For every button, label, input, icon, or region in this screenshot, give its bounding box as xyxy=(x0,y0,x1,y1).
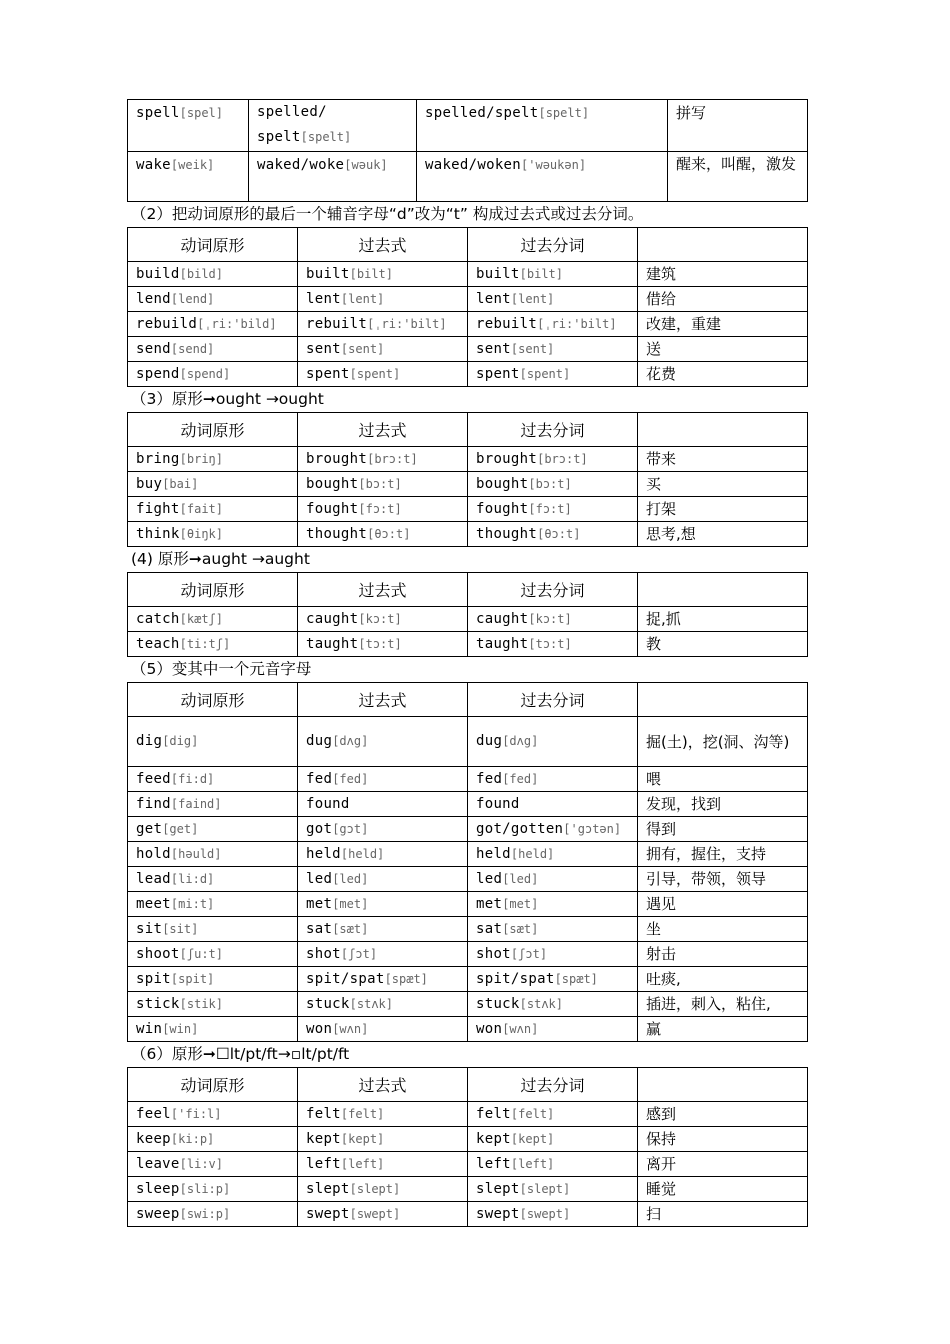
past-participle-cell: waked/woken['wəukən] xyxy=(417,152,668,202)
section-heading: (4) 原形➞aught →aught xyxy=(131,550,310,568)
column-header-base: 动词原形 xyxy=(128,573,298,607)
past-cell: waked/woke[wəuk] xyxy=(249,152,417,202)
base-form-cell: spell[spel] xyxy=(128,100,249,152)
table-row xyxy=(128,1177,808,1202)
past-cell: kept[kept] xyxy=(298,1127,468,1152)
meaning-cell: 教 xyxy=(638,632,808,657)
base-form-cell: teach[ti:tʃ] xyxy=(128,632,298,657)
past-cell: met[met] xyxy=(298,892,468,917)
base-form-cell: lend[lend] xyxy=(128,287,298,312)
verb-table xyxy=(127,412,808,547)
base-form-cell: find[faind] xyxy=(128,792,298,817)
base-form-cell: sit[sit] xyxy=(128,917,298,942)
base-form-cell: build[bild] xyxy=(128,262,298,287)
meaning-cell: 花费 xyxy=(638,362,808,387)
table-row xyxy=(128,917,808,942)
past-participle-cell: caught[kɔ:t] xyxy=(468,607,638,632)
table-row xyxy=(128,497,808,522)
column-header-base: 动词原形 xyxy=(128,1068,298,1102)
base-form-cell: win[win] xyxy=(128,1017,298,1042)
meaning-cell: 坐 xyxy=(638,917,808,942)
column-header-pp: 过去分词 xyxy=(468,573,638,607)
verb-table-top xyxy=(127,99,808,202)
past-cell: spent[spent] xyxy=(298,362,468,387)
past-cell: thought[θɔ:t] xyxy=(298,522,468,547)
past-cell: built[bilt] xyxy=(298,262,468,287)
meaning-cell: 扫 xyxy=(638,1202,808,1227)
past-cell: bought[bɔ:t] xyxy=(298,472,468,497)
section-heading: （6）原形➞☐lt/pt/ft→▫lt/pt/ft xyxy=(131,1045,350,1063)
table-header-row xyxy=(128,228,808,262)
past-cell: won[wʌn] xyxy=(298,1017,468,1042)
past-cell: sent[sent] xyxy=(298,337,468,362)
meaning-cell: 感到 xyxy=(638,1102,808,1127)
verb-table xyxy=(127,227,808,387)
table-row xyxy=(128,1152,808,1177)
table-row xyxy=(128,1127,808,1152)
column-header-past: 过去式 xyxy=(298,413,468,447)
base-form-cell: think[θiŋk] xyxy=(128,522,298,547)
base-form-cell: feel['fi:l] xyxy=(128,1102,298,1127)
base-form-cell: keep[ki:p] xyxy=(128,1127,298,1152)
base-form-cell: send[send] xyxy=(128,337,298,362)
table-row xyxy=(128,767,808,792)
past-participle-cell: got/gotten['gɔtən] xyxy=(468,817,638,842)
past-cell: fought[fɔ:t] xyxy=(298,497,468,522)
past-participle-cell: dug[dʌg] xyxy=(468,717,638,767)
base-form-cell: spit[spit] xyxy=(128,967,298,992)
past-participle-cell: swept[swept] xyxy=(468,1202,638,1227)
past-participle-cell: spelled/spelt[spelt] xyxy=(417,100,668,152)
column-header-base: 动词原形 xyxy=(128,413,298,447)
table-row xyxy=(128,867,808,892)
base-form-cell: hold[həuld] xyxy=(128,842,298,867)
meaning-cell: 思考,想 xyxy=(638,522,808,547)
table-row xyxy=(128,792,808,817)
column-header-base: 动词原形 xyxy=(128,228,298,262)
column-header-past: 过去式 xyxy=(298,1068,468,1102)
past-cell: dug[dʌg] xyxy=(298,717,468,767)
past-participle-cell: found xyxy=(468,792,638,817)
verb-table xyxy=(127,1067,808,1227)
past-cell: taught[tɔ:t] xyxy=(298,632,468,657)
table-row xyxy=(128,632,808,657)
past-participle-cell: slept[slept] xyxy=(468,1177,638,1202)
verb-table xyxy=(127,572,808,657)
past-participle-cell: rebuilt[ˌri:'bilt] xyxy=(468,312,638,337)
column-header-meaning xyxy=(638,1068,808,1102)
document-page xyxy=(127,99,807,1227)
past-cell: spit/spat[spæt] xyxy=(298,967,468,992)
table-row xyxy=(128,287,808,312)
table-header-row xyxy=(128,683,808,717)
past-participle-cell: sent[sent] xyxy=(468,337,638,362)
meaning-cell: 拼写 xyxy=(668,100,808,152)
past-cell: stuck[stʌk] xyxy=(298,992,468,1017)
column-header-meaning xyxy=(638,683,808,717)
past-participle-cell: met[met] xyxy=(468,892,638,917)
past-participle-cell: fought[fɔ:t] xyxy=(468,497,638,522)
meaning-cell: 赢 xyxy=(638,1017,808,1042)
past-participle-cell: fed[fed] xyxy=(468,767,638,792)
past-participle-cell: spent[spent] xyxy=(468,362,638,387)
column-header-pp: 过去分词 xyxy=(468,413,638,447)
meaning-cell: 发现，找到 xyxy=(638,792,808,817)
column-header-past: 过去式 xyxy=(298,228,468,262)
table-row xyxy=(128,522,808,547)
past-participle-cell: led[led] xyxy=(468,867,638,892)
past-cell: got[gɔt] xyxy=(298,817,468,842)
past-participle-cell: thought[θɔ:t] xyxy=(468,522,638,547)
table-header-row xyxy=(128,573,808,607)
past-participle-cell: won[wʌn] xyxy=(468,1017,638,1042)
past-participle-cell: stuck[stʌk] xyxy=(468,992,638,1017)
past-participle-cell: shot[ʃɔt] xyxy=(468,942,638,967)
meaning-cell: 吐痰, xyxy=(638,967,808,992)
base-form-cell: sweep[swi:p] xyxy=(128,1202,298,1227)
past-cell: caught[kɔ:t] xyxy=(298,607,468,632)
base-form-cell: sleep[sli:p] xyxy=(128,1177,298,1202)
table-row xyxy=(128,100,808,152)
meaning-cell: 送 xyxy=(638,337,808,362)
table-row xyxy=(128,1102,808,1127)
past-cell: spelled/ spelt[spelt] xyxy=(249,100,417,152)
column-header-meaning xyxy=(638,573,808,607)
table-row xyxy=(128,337,808,362)
table-row xyxy=(128,1202,808,1227)
table-header-row xyxy=(128,1068,808,1102)
section-heading: （5）变其中一个元音字母 xyxy=(131,660,312,678)
base-form-cell: get[get] xyxy=(128,817,298,842)
past-cell: brought[brɔ:t] xyxy=(298,447,468,472)
base-form-cell: feed[fi:d] xyxy=(128,767,298,792)
meaning-cell: 遇见 xyxy=(638,892,808,917)
base-form-cell: rebuild[ˌri:'bild] xyxy=(128,312,298,337)
table-row xyxy=(128,992,808,1017)
base-form-cell: buy[bai] xyxy=(128,472,298,497)
base-form-cell: shoot[ʃu:t] xyxy=(128,942,298,967)
past-cell: slept[slept] xyxy=(298,1177,468,1202)
meaning-cell: 带来 xyxy=(638,447,808,472)
table-row xyxy=(128,1017,808,1042)
meaning-cell: 拥有，握住，支持 xyxy=(638,842,808,867)
past-participle-cell: brought[brɔ:t] xyxy=(468,447,638,472)
past-cell: felt[felt] xyxy=(298,1102,468,1127)
base-form-cell: stick[stik] xyxy=(128,992,298,1017)
table-row xyxy=(128,817,808,842)
table-row xyxy=(128,262,808,287)
meaning-cell: 睡觉 xyxy=(638,1177,808,1202)
past-participle-cell: left[left] xyxy=(468,1152,638,1177)
meaning-cell: 醒来，叫醒，激发 xyxy=(668,152,808,202)
base-form-cell: meet[mi:t] xyxy=(128,892,298,917)
base-form-cell: catch[kætʃ] xyxy=(128,607,298,632)
past-cell: lent[lent] xyxy=(298,287,468,312)
past-cell: left[left] xyxy=(298,1152,468,1177)
past-cell: fed[fed] xyxy=(298,767,468,792)
meaning-cell: 喂 xyxy=(638,767,808,792)
meaning-cell: 改建，重建 xyxy=(638,312,808,337)
column-header-pp: 过去分词 xyxy=(468,228,638,262)
base-form-cell: dig[dig] xyxy=(128,717,298,767)
meaning-cell: 捉,抓 xyxy=(638,607,808,632)
column-header-past: 过去式 xyxy=(298,683,468,717)
base-form-cell: leave[li:v] xyxy=(128,1152,298,1177)
base-form-cell: fight[fait] xyxy=(128,497,298,522)
past-cell: held[held] xyxy=(298,842,468,867)
meaning-cell: 借给 xyxy=(638,287,808,312)
past-cell: led[led] xyxy=(298,867,468,892)
past-cell: shot[ʃɔt] xyxy=(298,942,468,967)
column-header-meaning xyxy=(638,413,808,447)
past-participle-cell: felt[felt] xyxy=(468,1102,638,1127)
column-header-pp: 过去分词 xyxy=(468,1068,638,1102)
past-participle-cell: built[bilt] xyxy=(468,262,638,287)
meaning-cell: 射击 xyxy=(638,942,808,967)
meaning-cell: 引导，带领，领导 xyxy=(638,867,808,892)
past-participle-cell: spit/spat[spæt] xyxy=(468,967,638,992)
table-row xyxy=(128,842,808,867)
column-header-past: 过去式 xyxy=(298,573,468,607)
section-heading: （3）原形➞ought →ought xyxy=(131,390,324,408)
table-row xyxy=(128,942,808,967)
past-participle-cell: taught[tɔ:t] xyxy=(468,632,638,657)
table-row xyxy=(128,607,808,632)
base-form-cell: wake[weik] xyxy=(128,152,249,202)
meaning-cell: 买 xyxy=(638,472,808,497)
meaning-cell: 得到 xyxy=(638,817,808,842)
past-participle-cell: sat[sæt] xyxy=(468,917,638,942)
table-header-row xyxy=(128,413,808,447)
section-heading: （2）把动词原形的最后一个辅音字母“d”改为“t” 构成过去式或过去分词。 xyxy=(131,205,644,223)
past-participle-cell: bought[bɔ:t] xyxy=(468,472,638,497)
table-row xyxy=(128,152,808,202)
past-cell: sat[sæt] xyxy=(298,917,468,942)
table-row xyxy=(128,717,808,767)
meaning-cell: 建筑 xyxy=(638,262,808,287)
table-row xyxy=(128,447,808,472)
past-participle-cell: kept[kept] xyxy=(468,1127,638,1152)
past-cell: found xyxy=(298,792,468,817)
past-participle-cell: held[held] xyxy=(468,842,638,867)
table-row xyxy=(128,967,808,992)
base-form-cell: bring[briŋ] xyxy=(128,447,298,472)
meaning-cell: 打架 xyxy=(638,497,808,522)
column-header-base: 动词原形 xyxy=(128,683,298,717)
base-form-cell: spend[spend] xyxy=(128,362,298,387)
table-row xyxy=(128,362,808,387)
meaning-cell: 离开 xyxy=(638,1152,808,1177)
base-form-cell: lead[li:d] xyxy=(128,867,298,892)
table-row xyxy=(128,472,808,497)
meaning-cell: 掘(土)，挖(洞、沟等) xyxy=(638,717,808,767)
verb-table xyxy=(127,682,808,1042)
table-row xyxy=(128,892,808,917)
past-cell: rebuilt[ˌri:'bilt] xyxy=(298,312,468,337)
column-header-pp: 过去分词 xyxy=(468,683,638,717)
past-participle-cell: lent[lent] xyxy=(468,287,638,312)
meaning-cell: 插进，刺入，粘住, xyxy=(638,992,808,1017)
past-cell: swept[swept] xyxy=(298,1202,468,1227)
column-header-meaning xyxy=(638,228,808,262)
meaning-cell: 保持 xyxy=(638,1127,808,1152)
table-row xyxy=(128,312,808,337)
